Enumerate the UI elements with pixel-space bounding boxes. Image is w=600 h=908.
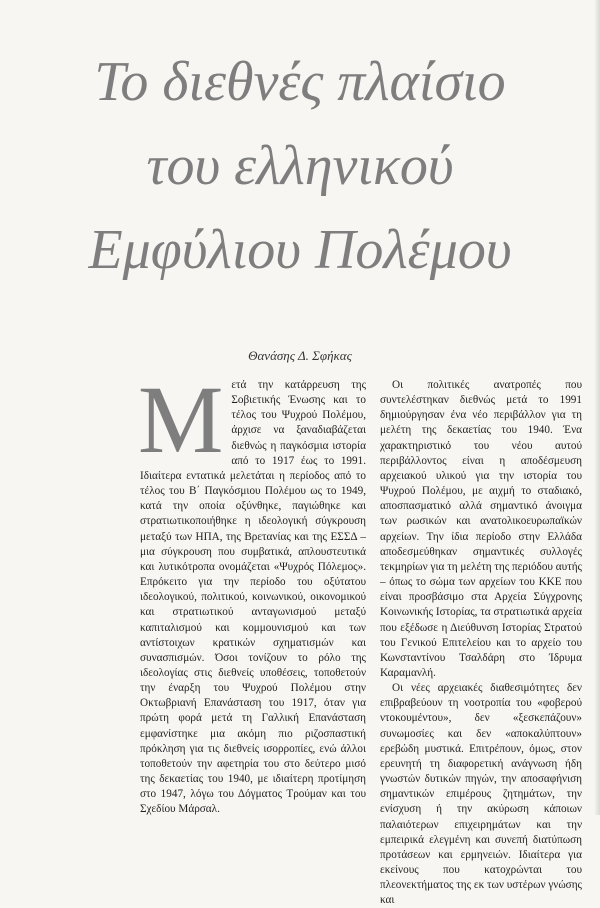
right-paragraph-2: Οι νέες αρχειακές διαθεσιμότητες δεν επιβραβεύουν τη νοοτροπία του «φοβερού ντοκουμέντου», δεν «ξεσκεπάζουν» συνωμοσίες και δεν «αποκαλύπτουν» ερεβώδη μυστικά. Επιτρέπουν, όμως, στον ερευνητή τη διαφορετική ανάγνωση ήδη γνωστών δυτικών πηγών, την αποσαφήνιση σημαντικών επιμέρους ζητημάτων, την ενίσχυση ή την ακύρωση κάποιων παλαιότερων επιχειρημάτων και την εμπειρικά ελεγμένη και συνεπή διατύπωση προτάσεων και ερμηνειών. Ιδιαίτερα για εκείνους που κατοχρώνται του πλεονεκτήματος της εκ των υστέρων γνώσης και	[380, 682, 582, 907]
title-line-3: Εμφύλιου Πολέμου	[88, 219, 512, 281]
drop-cap: Μ	[138, 366, 224, 473]
left-paragraph-1: ετά την κατάρρευση της Σοβιετικής Ένωσης και το τέλος του Ψυχρού Πολέμου, άρχισε να ξαναδιαβάζεται διεθνώς η παγκόσμια ιστορία από το 1917 έως το 1991. Ιδιαίτερα εντατικά μελετάται η περίοδος από το τέλος του Β΄ Παγκόσμιου Πολέμου ως το 1949, κατά την οποία οξύνθηκε, παγιώθηκε και στρατιωτικοποιήθηκε η ιδεολογική σύγκρουση μεταξύ των ΗΠΑ, της Βρετανίας και της ΕΣΣΔ – μια σύγκρουση που συμβατικά, απλουστευτικά και λυτικότροπα ονομάζεται «Ψυχρός Πόλεμος». Επρόκειτο για την περίοδο του οξύτατου ιδεολογικού, πολιτικού, κοινωνικού, οικονομικού και στρατιωτικού ανταγωνισμού μεταξύ καπιταλισμού και κομμουνισμού και των αντίστοιχων κρατικών σχηματισμών και συνασπισμών. Όσοι τονίζουν το ρόλο της ιδεολογίας στις διεθνείς υποθέσεις, τοποθετούν την έναρξη του Ψυχρού Πολέμου στην Οκτωβριανή Επανάσταση του 1917, όταν για πρώτη φορά μετά τη Γαλλική Επανάσταση εμφανίστηκε μια ακόμη πιο ριζοσπαστική πρόκληση για τις διεθνείς ισορροπίες, ενώ άλλοι τοποθετούν την αφετηρία του στο δεύτερο μισό της δεκαετίας του 1940, με ιδιαίτερη προτίμηση στο 1947, λόγω του Δόγματος Τρούμαν και του Σχεδίου Μάρσαλ.	[140, 379, 366, 816]
title-line-2: του ελληνικού	[146, 135, 454, 197]
right-paragraph-1: Οι πολιτικές ανατροπές που συντελέστηκαν διεθνώς μετά το 1991 δημιούργησαν ένα νέο περιβάλλον για τη μελέτη της δεκαετίας του 1940. Ένα χαρακτηριστικό του νέου αυτού περιβάλλοντος είναι η αποδέσμευση αρχειακού υλικού για την ιστορία του Ψυχρού Πολέμου, με αιχμή το σταδιακό, αποσπασματικό αλλά σημαντικό άνοιγμα των ρωσικών και ανατολικοευρωπαϊκών αρχείων. Την ίδια περίοδο στην Ελλάδα αποδεσμεύθηκαν σημαντικές συλλογές τεκμηρίων για τη μελέτη της περιόδου αυτής – όπως το σώμα των αρχείων του ΚΚΕ που είναι προσβάσιμο στα Αρχεία Σύγχρονης Κοινωνικής Ιστορίας, τα στρατιωτικά αρχεία που εξέδωσε η Διεύθυνση Ιστορίας Στρατού του Γενικού Επιτελείου και το αρχείο του Κωνσταντίνου Τσαλδάρη στο Ίδρυμα Καραμανλή.	[380, 379, 582, 679]
author-byline: Θανάσης Δ. Σφήκας	[248, 348, 352, 363]
title-line-1: Το διεθνές πλαίσιο	[94, 51, 506, 113]
right-column	[380, 378, 582, 908]
left-column	[138, 366, 366, 818]
article-title	[0, 40, 600, 292]
